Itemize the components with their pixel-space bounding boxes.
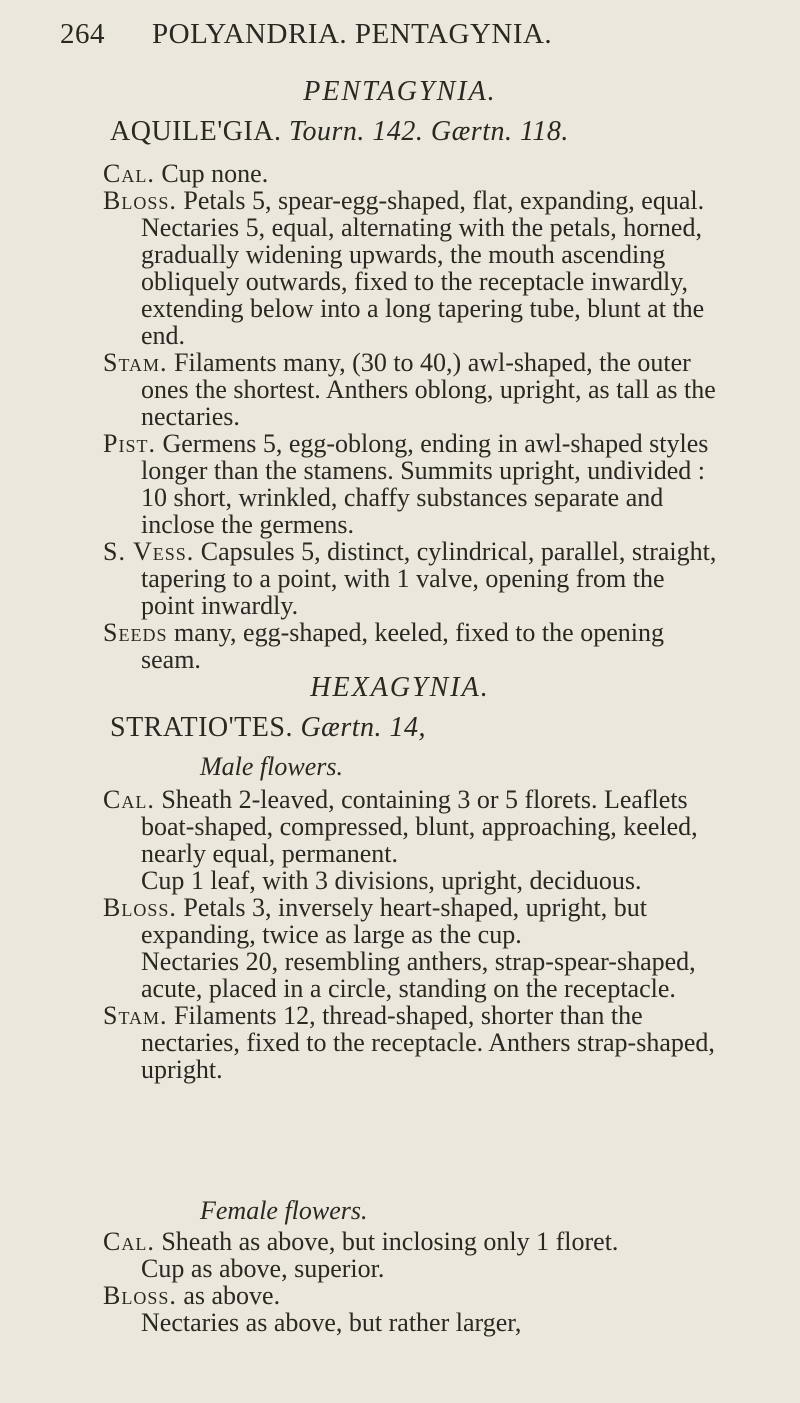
entry-cal: Cal. Sheath 2-leaved, containing 3 or 5 florets. Leaflets boat-shaped, compressed, blunt, approaching, keeled, nearly equal, permanent. — [103, 785, 698, 868]
aquilegia-description — [103, 160, 723, 673]
genus-references: Tourn. 142. Gærtn. 118. — [289, 116, 569, 147]
entry-seeds: Seeds many, egg-shaped, keeled, fixed to the opening seam. — [103, 618, 664, 674]
entry-nectaries: Nectaries 20, resembling anthers, strap-spear-shaped, acute, placed in a circle, standing on the receptacle. — [141, 947, 696, 1003]
genus-heading-aquilegia — [110, 116, 569, 148]
section-title-pentagynia: PENTAGYNIA. — [303, 76, 497, 107]
entry-bloss: Bloss. Petals 5, spear-egg-shaped, flat, expanding, equal. Nectaries 5, equal, alternating with the petals, horned, gradually widening upwards, the mouth ascending obliquely outwards, fixed to the receptacle inwardly, extending below into a long tapering tube, blunt at the end. — [103, 186, 705, 350]
entry-stam: Stam. Filaments 12, thread-shaped, shorter than the nectaries, fixed to the receptacle. Anthers strap-shaped, upright. — [103, 1001, 715, 1084]
running-title: POLYANDRIA. PENTAGYNIA. — [152, 18, 553, 50]
entry-pist: Pist. Germens 5, egg-oblong, ending in awl-shaped styles longer than the stamens. Summits upright, undivided : 10 short, wrinkled, chaffy substances separate and inclose the germens. — [103, 429, 709, 539]
genus-heading-stratiotes — [110, 712, 426, 744]
female-flowers-heading: Female flowers. — [200, 1196, 368, 1225]
entry-cup: Cup as above, superior. — [141, 1254, 385, 1283]
genus-name: AQUILE'GIA. — [110, 116, 282, 147]
entry-stam: Stam. Filaments many, (30 to 40,) awl-shaped, the outer ones the shortest. Anthers oblong, upright, as tall as the nectaries. — [103, 348, 716, 431]
entry-cal: Cal. Sheath as above, but inclosing only 1 floret. — [103, 1227, 619, 1256]
male-flowers-heading: Male flowers. — [200, 752, 343, 781]
entry-svess: S. Vess. Capsules 5, distinct, cylindrical, parallel, straight, tapering to a point, with 1 valve, opening from the point inwardly. — [103, 537, 717, 620]
entry-bloss: Bloss. Petals 3, inversely heart-shaped, upright, but expanding, twice as large as the cup. — [103, 893, 647, 949]
entry-cup: Cup 1 leaf, with 3 divisions, upright, deciduous. — [141, 866, 642, 895]
entry-nectaries: Nectaries as above, but rather larger, — [141, 1308, 522, 1337]
genus-name: STRATIO'TES. — [110, 712, 293, 743]
stratiotes-male-description — [103, 786, 723, 1083]
page-number: 264 — [60, 18, 105, 50]
section-title-hexagynia: HEXAGYNIA. — [310, 672, 490, 703]
genus-references: Gærtn. 14, — [300, 712, 427, 743]
entry-bloss: Bloss. as above. — [103, 1281, 281, 1310]
stratiotes-female-description — [103, 1228, 723, 1336]
entry-cal: Cal. Cup none. — [103, 159, 269, 188]
